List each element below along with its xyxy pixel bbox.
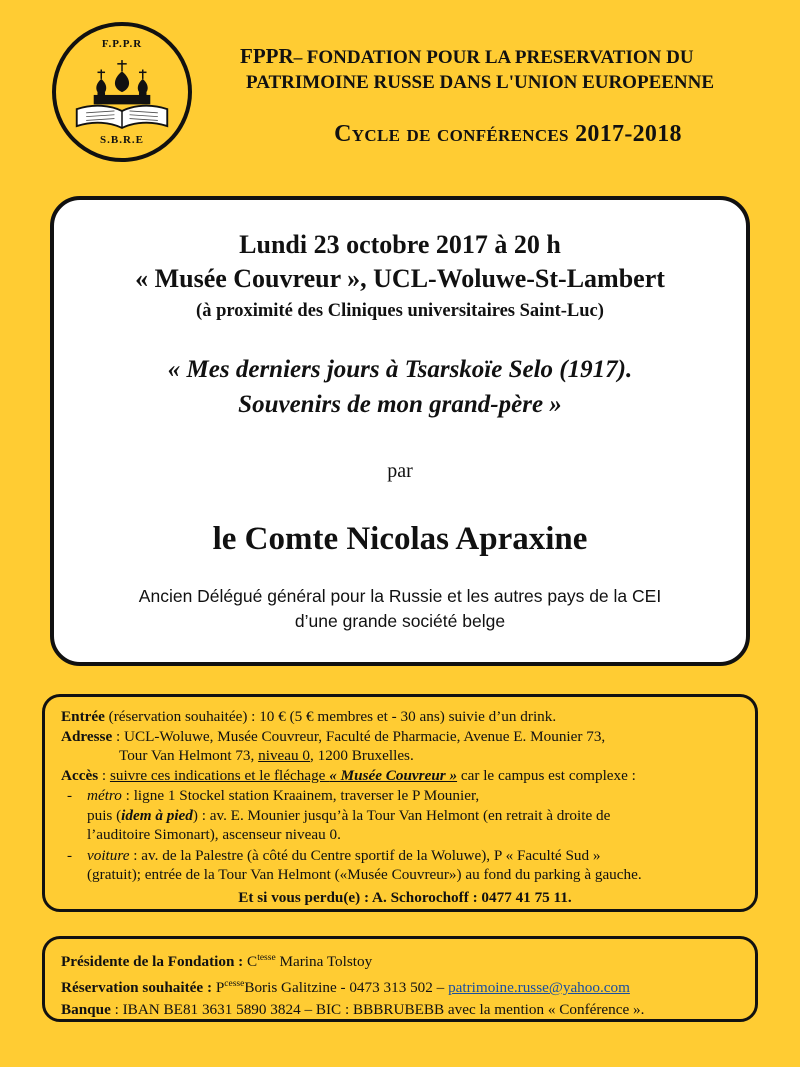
car-line2: (gratuit); entrée de la Tour Van Helmont («Musée Couvreur») au fond du parking à gauche. — [87, 866, 642, 883]
talk-title — [54, 352, 746, 422]
page-header — [0, 0, 800, 185]
practical-info-panel — [42, 694, 758, 912]
entrance-label: Entrée — [61, 708, 105, 725]
speaker-bio-line1: Ancien Délégué général pour la Russie et les autres pays de la CEI — [138, 586, 662, 606]
car-text: : av. de la Palestre (à côté du Centre sportif de la Woluwe), P « Faculté Sud » — [129, 846, 601, 864]
conference-cycle-label: Cycle de conférences 2017-2018 — [334, 121, 682, 147]
org-name-line1: FONDATION POUR LA PRESERVATION DU — [306, 47, 694, 68]
event-venue: « Musée Couvreur », UCL-Woluwe-St-Lambert — [135, 264, 665, 293]
reservation-abbrev: P — [215, 979, 225, 997]
org-name-line2: PATRIMOINE RUSSE DANS L'UNION EUROPEENNE — [246, 72, 715, 93]
organization-title — [240, 44, 760, 70]
access-tail: car le campus est complexe : — [457, 766, 636, 784]
header-text-block — [240, 44, 760, 148]
address-line2-a: Tour Van Helmont 73, — [119, 747, 259, 764]
speaker-bio — [54, 584, 746, 634]
lost-contact-note: Et si vous perdu(e) : A. Schorochoff : 0477 41 75 11. — [238, 888, 572, 906]
bank-row — [61, 999, 739, 1021]
metro-line2-a: puis ( — [87, 806, 122, 824]
reservation-email-link[interactable]: patrimoine.russe@yahoo.com — [448, 979, 630, 997]
access-directions-list — [61, 786, 739, 885]
org-dash: – — [293, 47, 303, 67]
entrance-text: (réservation souhaitée) : 10 € (5 € membres et - 30 ans) suivie d’un drink. — [104, 708, 557, 725]
church-book-icon — [56, 52, 188, 136]
reservation-row — [61, 973, 739, 999]
bank-text: : IBAN BE81 3631 5890 3824 – BIC : BBBRUBEBB avec la mention « Conférence ». — [110, 1001, 645, 1019]
logo-bottom-text: S.B.R.E — [100, 134, 144, 146]
president-name: Marina Tolstoy — [279, 953, 373, 971]
reservation-abbrev-sup: cesse — [224, 979, 245, 990]
speaker-name: le Comte Nicolas Apraxine — [212, 521, 588, 557]
talk-title-line1: « Mes derniers jours à Tsarskoïe Selo (1917). — [167, 356, 633, 383]
president-label: Présidente de la Fondation : — [61, 953, 244, 971]
speaker-bio-line2: d’une grande société belge — [294, 611, 506, 631]
access-underlined-b: « Musée Couvreur » — [329, 766, 458, 784]
reservation-label: Réservation souhaitée : — [61, 979, 213, 997]
entrance-info — [61, 707, 739, 727]
president-abbrev: C — [247, 953, 258, 971]
logo-top-text: F.P.P.R — [101, 38, 143, 50]
president-abbrev-sup: tesse — [257, 953, 276, 963]
fppr-logo — [52, 22, 192, 162]
reservation-name: Boris Galitzine - 0473 313 502 – — [244, 979, 449, 997]
event-date: Lundi 23 octobre 2017 à 20 h — [239, 230, 561, 259]
access-sep: : — [98, 766, 110, 784]
list-item — [61, 846, 739, 885]
address-line2 — [61, 746, 739, 766]
president-row — [61, 947, 739, 973]
bullet-dash-icon: - — [67, 787, 73, 804]
address-line2-b: , 1200 Bruxelles. — [310, 747, 414, 764]
list-item — [61, 786, 739, 845]
bank-label: Banque — [61, 1001, 111, 1019]
org-acronym: FPPR — [240, 44, 294, 68]
metro-line3: l’auditoire Simonart), ascenseur niveau 0. — [87, 826, 341, 843]
metro-line2-c: ) : av. E. Mounier jusqu’à la Tour Van Helmont (en retrait à droite de — [192, 806, 611, 824]
talk-title-line2: Souvenirs de mon grand-père » — [238, 391, 562, 418]
event-venue-note: (à proximité des Cliniques universitaires Saint-Luc) — [196, 301, 604, 321]
address-level: niveau 0 — [258, 747, 310, 764]
address-label: Adresse — [61, 727, 113, 745]
bullet-dash-icon: - — [67, 846, 73, 864]
address-text: : UCL-Woluwe, Musée Couvreur, Faculté de Pharmacie, Avenue E. Mounier 73, — [112, 727, 606, 745]
metro-idem: idem à pied — [121, 806, 193, 824]
metro-text: : ligne 1 Stockel station Kraainem, traverser le P Mounier, — [121, 787, 480, 804]
metro-lead: métro — [87, 787, 122, 804]
event-details-panel — [50, 196, 750, 666]
contact-panel — [42, 936, 758, 1022]
access-label: Accès — [61, 766, 99, 784]
address-info — [61, 727, 739, 747]
metro-line2 — [87, 806, 739, 826]
conference-cycle — [240, 121, 760, 148]
by-label: par — [387, 460, 413, 482]
access-info — [61, 766, 739, 786]
organization-title-line2 — [240, 70, 760, 95]
access-underlined-a: suivre ces indications et le fléchage — [109, 766, 330, 784]
car-lead: voiture — [87, 846, 130, 864]
